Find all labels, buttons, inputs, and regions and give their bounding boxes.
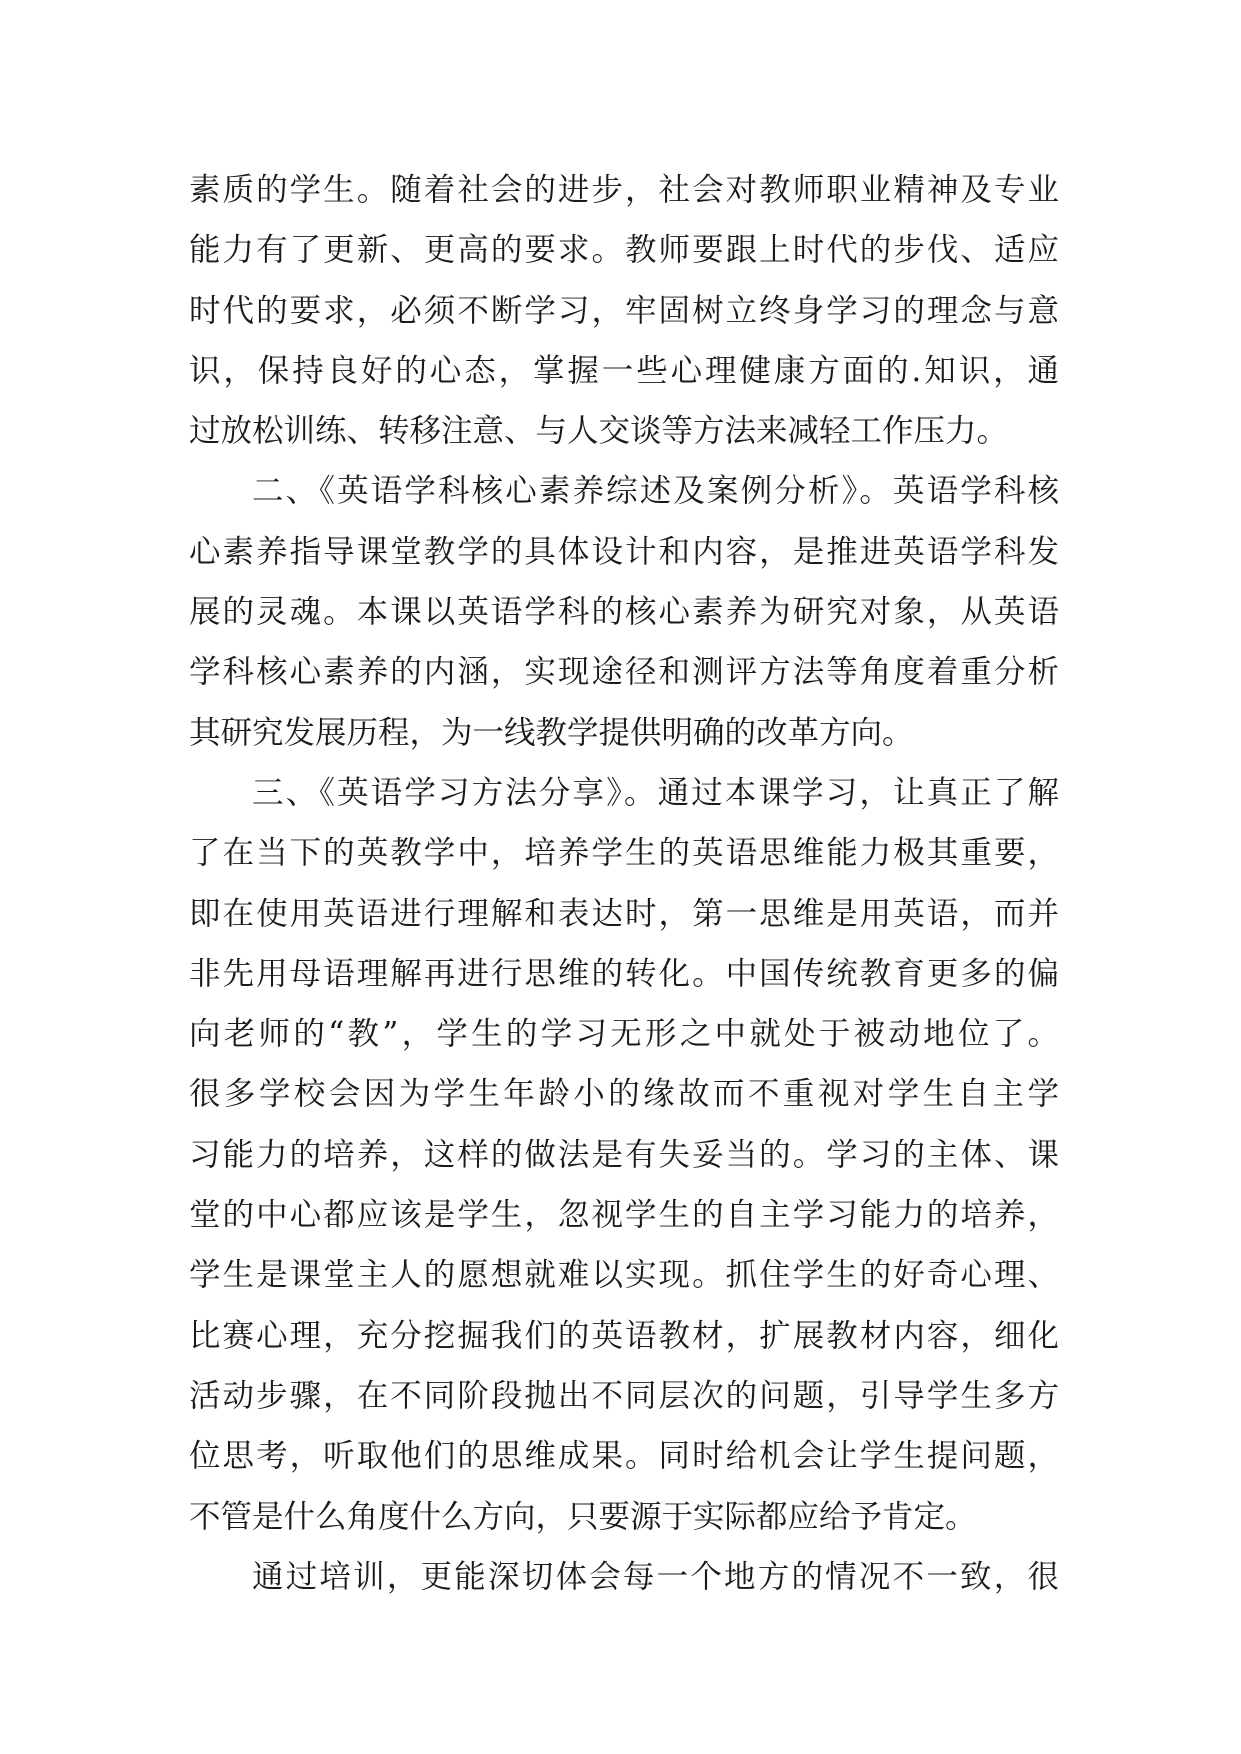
text-line: 展的灵魂。本课以英语学科的核心素养为研究对象，从英语 <box>189 594 1059 631</box>
paragraph-start-line: 二、《英语学科核心素养综述及案例分析》。英语学科核 <box>252 473 1059 510</box>
text-line: 学科核心素养的内涵，实现途径和测评方法等角度着重分析 <box>189 654 1059 691</box>
body-text <box>189 160 1059 1607</box>
text-line: 过放松训练、转移注意、与人交谈等方法来减轻工作压力。 <box>189 413 1009 450</box>
text-line: 活动步骤，在不同阶段抛出不同层次的问题，引导学生多方 <box>189 1377 1059 1414</box>
paragraph-start-line: 通过培训，更能深切体会每一个地方的情况不一致，很 <box>252 1558 1059 1595</box>
text-line: 素质的学生。随着社会的进步，社会对教师职业精神及专业 <box>189 172 1059 208</box>
text-line: 其研究发展历程，为一线教学提供明确的改革方向。 <box>189 714 914 751</box>
text-line: 向老师的“教”，学生的学习无形之中就处于被动地位了。 <box>189 1016 1059 1053</box>
text-line: 了在当下的英教学中，培养学生的英语思维能力极其重要， <box>189 835 1059 872</box>
text-line: 习能力的培养，这样的做法是有失妥当的。学习的主体、课 <box>189 1136 1059 1173</box>
text-line: 心素养指导课堂教学的具体设计和内容，是推进英语学科发 <box>189 533 1059 570</box>
text-line: 很多学校会因为学生年龄小的缘故而不重视对学生自主学 <box>189 1076 1059 1113</box>
text-line: 即在使用英语进行理解和表达时，第一思维是用英语，而并 <box>189 895 1059 932</box>
text-line: 能力有了更新、更高的要求。教师要跟上时代的步伐、适应 <box>189 232 1059 269</box>
text-line: 识，保持良好的心态，掌握一些心理健康方面的.知识，通 <box>189 352 1059 389</box>
text-line: 不管是什么角度什么方向，只要源于实际都应给予肯定。 <box>189 1498 977 1535</box>
text-line: 比赛心理，充分挖掘我们的英语教材，扩展教材内容，细化 <box>189 1317 1059 1354</box>
text-line: 学生是课堂主人的愿想就难以实现。抓住学生的好奇心理、 <box>189 1257 1059 1294</box>
text-line: 位思考，听取他们的思维成果。同时给机会让学生提问题， <box>189 1438 1059 1475</box>
text-line: 非先用母语理解再进行思维的转化。中国传统教育更多的偏 <box>189 955 1059 992</box>
text-line: 时代的要求，必须不断学习，牢固树立终身学习的理念与意 <box>189 292 1059 329</box>
paragraph-start-line: 三、《英语学习方法分享》。通过本课学习，让真正了解 <box>252 774 1059 811</box>
text-line: 堂的中心都应该是学生，忽视学生的自主学习能力的培养， <box>189 1197 1059 1234</box>
